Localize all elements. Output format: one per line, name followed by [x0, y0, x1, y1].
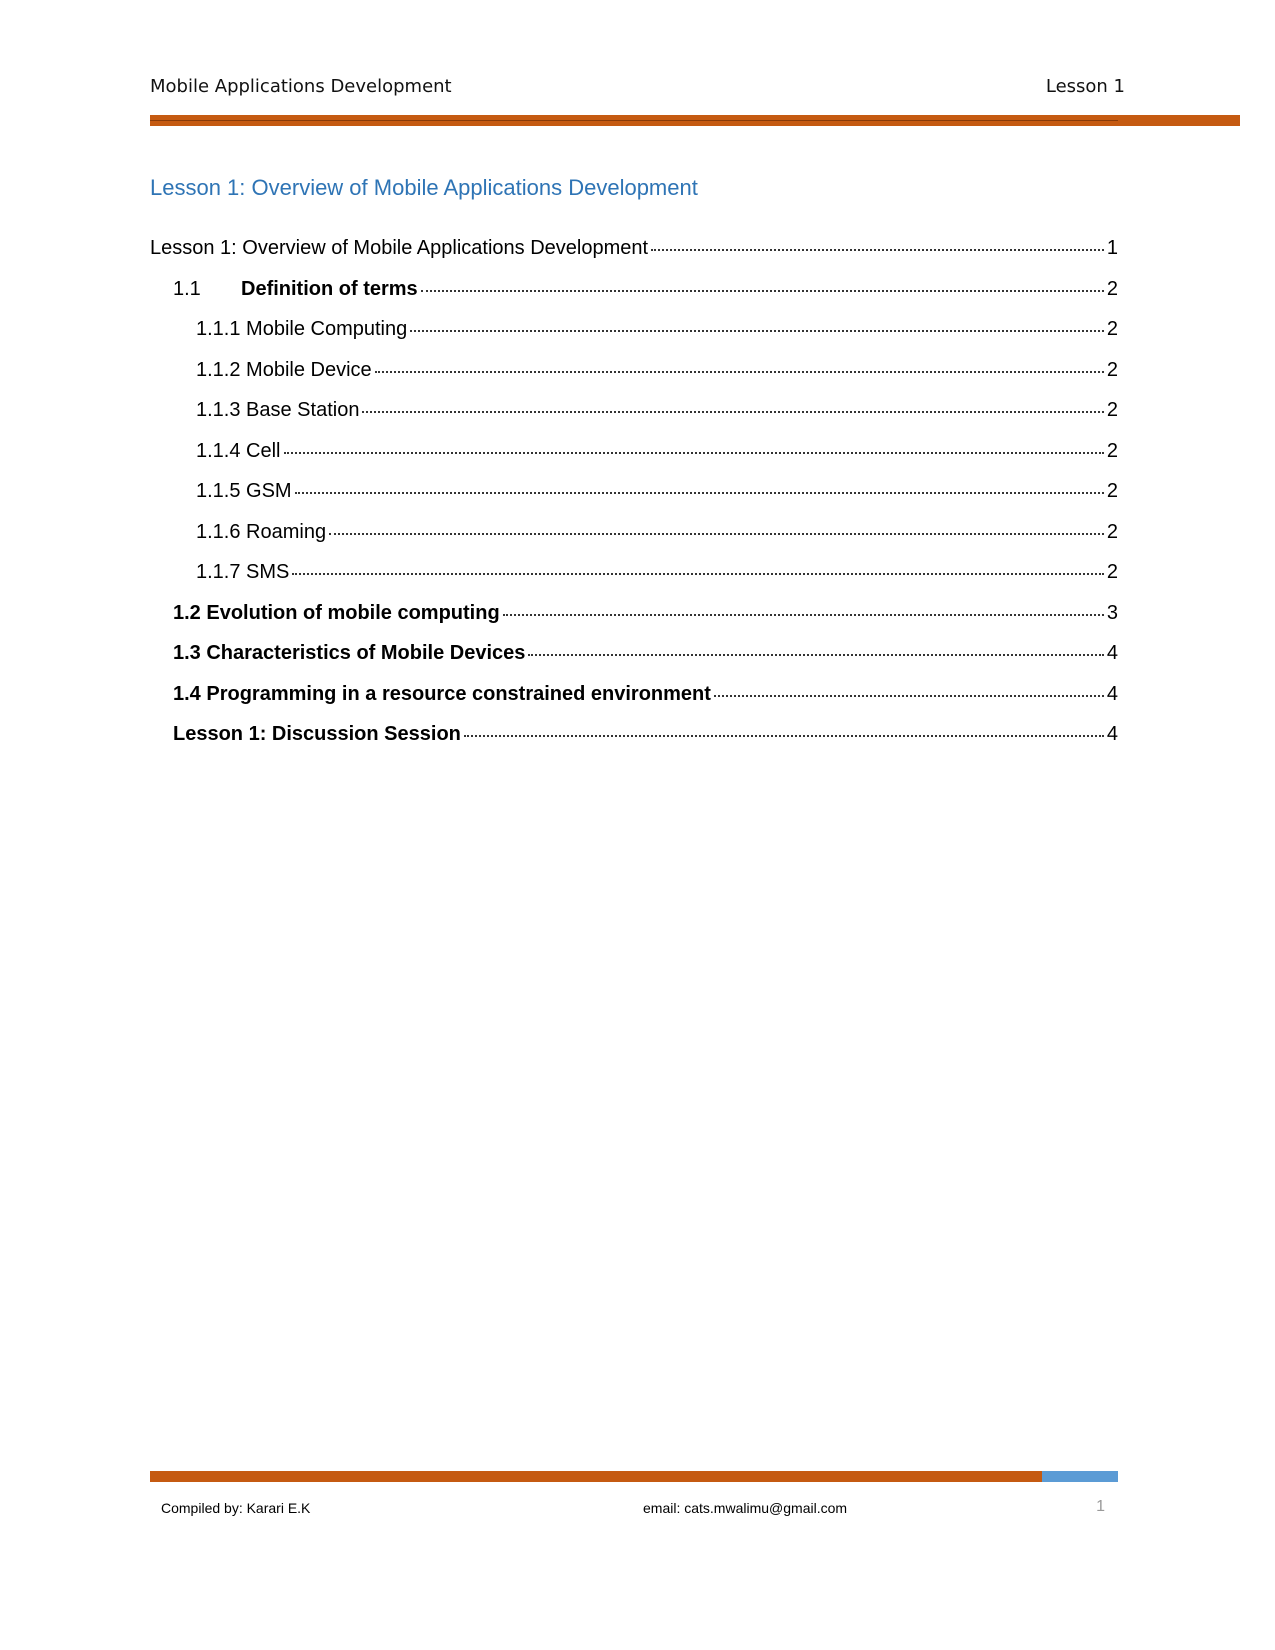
header-divider-line	[150, 120, 1118, 121]
toc-page-number: 2	[1106, 520, 1118, 543]
toc-page-number: 4	[1106, 723, 1118, 745]
table-of-contents	[150, 237, 1118, 764]
toc-entry-text: 1.1.4 Cell	[196, 439, 281, 462]
toc-entry-text: 1.1.7 SMS	[196, 561, 290, 583]
page-title: Lesson 1: Overview of Mobile Applications Development	[150, 175, 698, 200]
toc-dot-leader	[284, 452, 1105, 454]
toc-entry-text: 1.4 Programming in a resource constrained environment	[173, 682, 711, 705]
toc-entry-1-1-6[interactable]	[150, 521, 1118, 562]
toc-dot-leader	[503, 614, 1104, 616]
toc-entry-1-1-4[interactable]	[150, 440, 1118, 481]
header-lesson-label: Lesson 1	[1045, 76, 1125, 97]
toc-entry-1-1-2[interactable]	[150, 359, 1118, 400]
toc-entry-text: Lesson 1: Discussion Session	[173, 723, 461, 745]
toc-page-number: 4	[1106, 682, 1118, 705]
toc-dot-leader	[362, 411, 1104, 413]
toc-dot-leader	[714, 695, 1104, 697]
toc-dot-leader	[295, 492, 1104, 494]
toc-entry-text: 1.1.5 GSM	[196, 480, 292, 502]
toc-entry-text: 1.1.2 Mobile Device	[196, 358, 372, 381]
toc-entry-text: 1.1.1 Mobile Computing	[196, 318, 408, 340]
header-document-title: Mobile Applications Development	[150, 76, 452, 97]
toc-entry-1-3[interactable]	[150, 642, 1118, 683]
toc-dot-leader	[375, 371, 1104, 373]
toc-page-number: 3	[1106, 601, 1118, 624]
toc-page-number: 2	[1106, 480, 1118, 502]
toc-entry-1-1-3[interactable]	[150, 399, 1118, 440]
toc-entry-text: Lesson 1: Overview of Mobile Applications Development	[150, 237, 649, 259]
footer-compiled-by: Compiled by: Karari E.K	[161, 1500, 311, 1516]
toc-dot-leader	[421, 290, 1104, 292]
toc-dot-leader	[651, 249, 1104, 251]
toc-page-number: 2	[1106, 358, 1118, 381]
toc-entry-text: 1.1.6 Roaming	[196, 520, 327, 543]
toc-page-number: 1	[1106, 237, 1118, 259]
toc-entry-text: 1.1.3 Base Station	[196, 399, 360, 421]
footer-email: email: cats.mwalimu@gmail.com	[643, 1500, 848, 1516]
toc-entry-1-4[interactable]	[150, 683, 1118, 724]
toc-entry-1-1[interactable]	[150, 278, 1118, 319]
toc-entry-1-1-5[interactable]	[150, 480, 1118, 521]
footer-divider-blue	[1042, 1471, 1118, 1482]
toc-entry-1-2[interactable]	[150, 602, 1118, 643]
toc-entry-lesson-1[interactable]	[150, 237, 1118, 278]
footer-divider-orange	[150, 1471, 1042, 1482]
footer-page-number: 1	[1096, 1498, 1105, 1515]
toc-dot-leader	[464, 735, 1104, 737]
toc-dot-leader	[329, 533, 1104, 535]
toc-entry-discussion-session[interactable]	[150, 723, 1118, 764]
toc-page-number: 2	[1106, 318, 1118, 340]
toc-dot-leader	[292, 573, 1104, 575]
toc-entry-text: 1.2 Evolution of mobile computing	[173, 601, 500, 624]
toc-dot-leader	[528, 654, 1104, 656]
toc-entry-1-1-1[interactable]	[150, 318, 1118, 359]
toc-page-number: 2	[1106, 561, 1118, 583]
toc-dot-leader	[410, 330, 1104, 332]
toc-page-number: 2	[1106, 399, 1118, 421]
toc-page-number: 2	[1106, 277, 1118, 300]
toc-page-number: 2	[1106, 439, 1118, 462]
toc-entry-text: 1.3 Characteristics of Mobile Devices	[173, 642, 526, 664]
toc-page-number: 4	[1106, 642, 1118, 664]
toc-entry-1-1-7[interactable]	[150, 561, 1118, 602]
toc-entry-number: 1.1	[173, 277, 201, 300]
toc-entry-text: Definition of terms	[241, 277, 418, 300]
